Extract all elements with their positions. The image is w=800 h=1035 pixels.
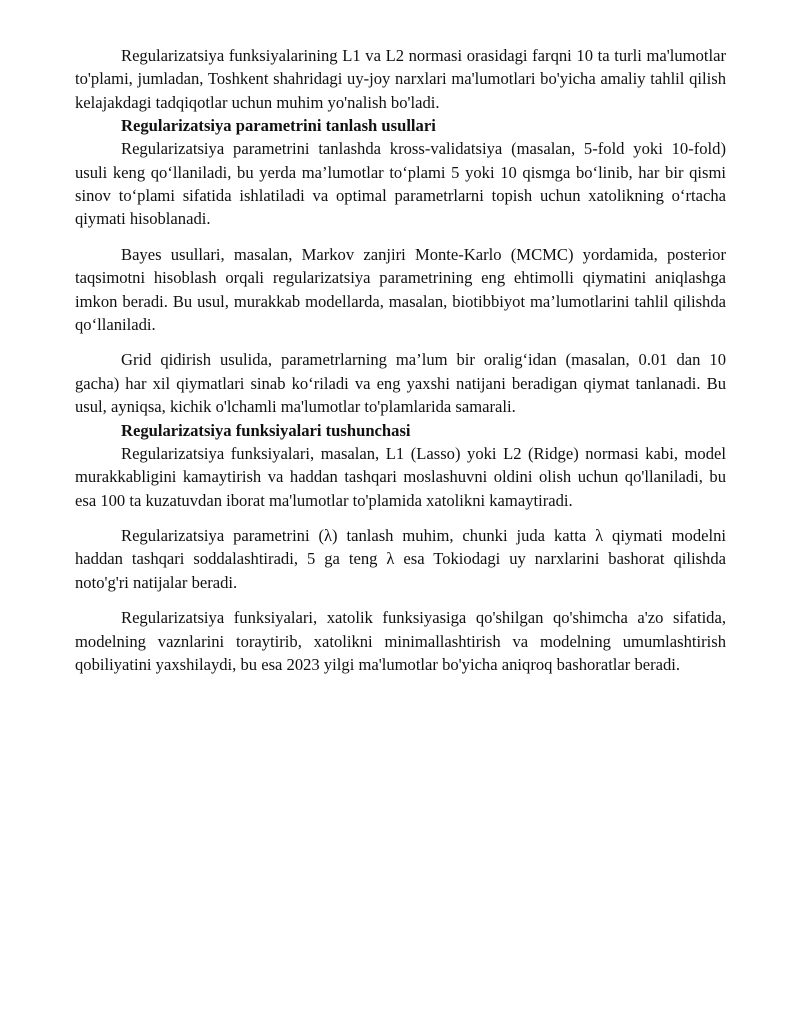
paragraph-lambda-selection: Regularizatsiya parametrini (λ) tanlash muhim, chunki juda katta λ qiymati modelni haddan tashqari soddalashtiradi, 5 ga teng λ esa Tokiodagi uy narxlarini bashorat qilishda noto'g'ri natijalar beradi. [75,525,726,592]
paragraph-regularization-functions: Regularizatsiya funksiyalari, masalan, L1 (Lasso) yoki L2 (Ridge) normasi kabi, model murakkabligini kamaytirish va haddan tashqari moslashuvni oldini olish uchun qo'llaniladi, bu esa 100 ta kuzatuvdan iborat ma'lumotlar to'plamida xatolikni kamaytiradi. [75,443,726,510]
section-heading-regularization-concept: Regularizatsiya funksiyalari tushunchasi [121,420,411,440]
paragraph-cross-validation: Regularizatsiya parametrini tanlashda kross-validatsiya (masalan, 5-fold yoki 10-fold) usuli keng qo‘llaniladi, bu yerda ma’lumotlar to‘plami 5 yoki 10 qismga bo‘linib, har bir qismi sinov to‘plami sifatida ishlatiladi va optimal parametrlarni topish uchun xatolikning o‘rtacha qiymati hisoblanadi. [75,139,726,229]
paragraph-regularization-summary: Regularizatsiya funksiyalari, xatolik funksiyasiga qo'shilgan qo'shimcha a'zo sifatida, modelning vaznlarini toraytirib, xatolikni minimallashtirish va modelning umumlashtirish qobiliyatini yaxshilaydi, bu esa 2023 yilgi ma'lumotlar bo'yicha aniqroq bashoratlar beradi. [75,608,726,674]
paragraph-bayes-methods: Bayes usullari, masalan, Markov zanjiri Monte-Karlo (MCMC) yordamida, posterior taqsimotni hisoblash orqali regularizatsiya parametrining eng ehtimolli qiymatini aniqlashga imkon beradi. Bu usul, murakkab modellarda, masalan, biotibbiyot ma’lumotlarini tahlil qilishda qo‘llaniladi. [75,244,726,335]
intro-paragraph: Regularizatsiya funksiyalarining L1 va L2 normasi orasidagi farqni 10 ta turli ma'lumotlar to'plami, jumladan, Toshkent shahridagi uy-joy narxlari ma'lumotlari bo'yicha amaliy tahlil qilish kelajakdagi tadqiqotlar uchun muhim yo'nalish bo'ladi. [75,46,726,112]
paragraph-grid-search: Grid qidirish usulida, parametrlarning ma’lum bir oralig‘idan (masalan, 0.01 dan 10 gacha) har xil qiymatlari sinab ko‘riladi va eng yaxshi natijani beradigan qiymat tanlanadi. Bu usul, ayniqsa, kichik o'lchamli ma'lumotlar to'plamlarida samarali. [75,350,726,417]
document-page [75,44,726,676]
section-heading-parameter-selection: Regularizatsiya parametrini tanlash usullari [121,116,436,136]
